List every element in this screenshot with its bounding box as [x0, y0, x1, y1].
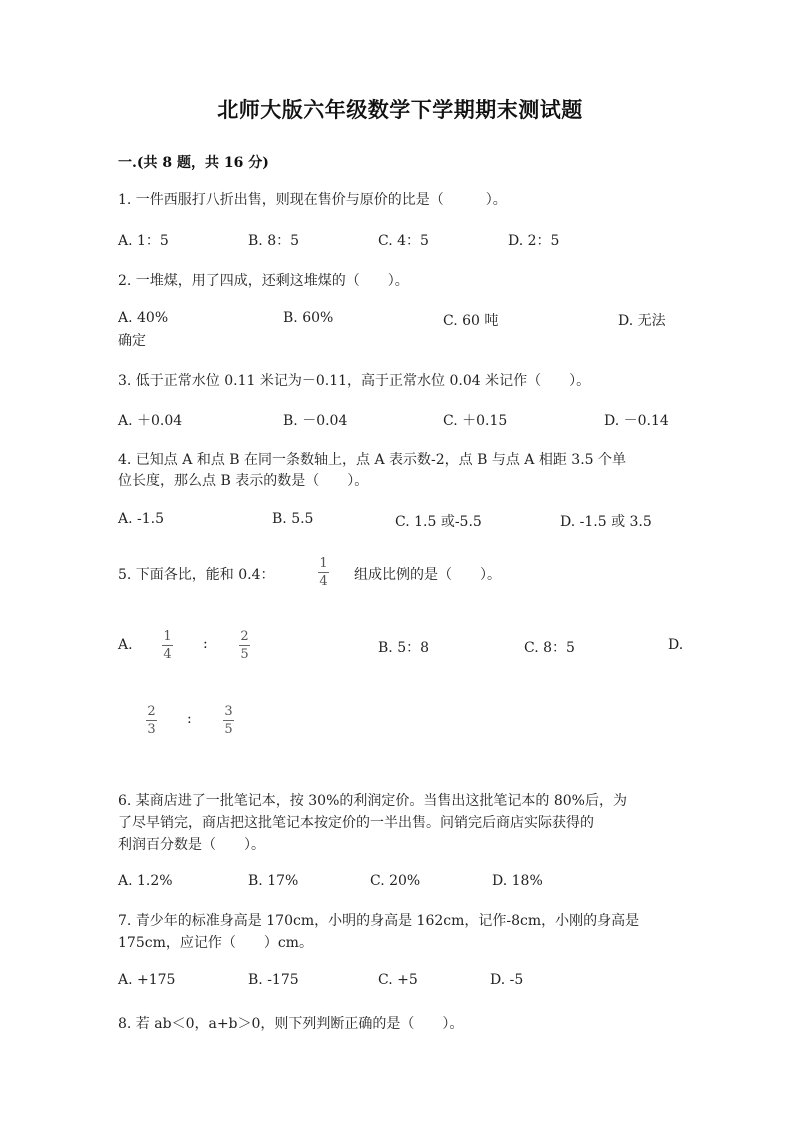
question-2-option-b: B. 60%: [283, 310, 334, 326]
section-heading: 一.(共 8 题，共 16 分): [118, 155, 269, 171]
question-5-option-d-fraction-2: [223, 704, 234, 737]
fraction-numerator: 1: [163, 629, 172, 644]
fraction-bar: [239, 645, 250, 646]
question-5-option-c: C. 8：5: [524, 640, 575, 656]
fraction-denominator: 4: [319, 574, 328, 589]
question-6-stem-line-3: 利润百分数是（ ）。: [118, 837, 265, 853]
question-4-stem-line-2: 位长度，那么点 B 表示的数是（ ）。: [118, 473, 369, 489]
question-1-option-c: C. 4：5: [378, 233, 429, 249]
question-5-option-d-fraction-1: [146, 704, 157, 737]
question-3-option-c: C. ＋0.15: [443, 413, 508, 429]
question-5-option-a-fraction-2: [239, 629, 250, 662]
fraction-numerator: 3: [224, 704, 233, 719]
question-6-stem-line-1: 6. 某商店进了一批笔记本，按 30%的利润定价。当售出这批笔记本的 80%后，为: [118, 793, 627, 809]
question-5-option-a-colon: :: [203, 636, 208, 652]
question-7-stem-line-1: 7. 青少年的标准身高是 170cm，小明的身高是 162cm，记作-8cm，小刚的身高是: [118, 913, 640, 929]
fraction-denominator: 5: [224, 722, 233, 737]
page-title: 北师大版六年级数学下学期期末测试题: [217, 97, 583, 122]
question-4-stem-line-1: 4. 已知点 A 和点 B 在同一条数轴上，点 A 表示数-2，点 B 与点 A 相距 3.5 个单: [118, 452, 627, 468]
fraction-bar: [146, 720, 157, 721]
question-1-option-a: A. 1：5: [118, 233, 169, 249]
question-5-option-d-label: D.: [668, 637, 684, 653]
fraction-denominator: 4: [163, 647, 172, 662]
question-2-option-a: A. 40%: [118, 310, 169, 326]
question-7-option-d: D. -5: [490, 972, 524, 988]
question-5-option-a-label: A.: [118, 637, 133, 653]
fraction-bar: [223, 720, 234, 721]
fraction-denominator: 3: [147, 722, 156, 737]
question-5-option-a-fraction-1: [162, 629, 173, 662]
fraction-denominator: 5: [240, 647, 249, 662]
question-8-stem: 8. 若 ab＜0，a+b＞0，则下列判断正确的是（ ）。: [118, 1016, 464, 1032]
question-6-option-b: B. 17%: [248, 873, 299, 889]
question-3-option-b: B. －0.04: [283, 413, 348, 429]
question-3-stem: 3. 低于正常水位 0.11 米记为－0.11，高于正常水位 0.04 米记作（ ）。: [118, 373, 591, 389]
fraction-bar: [318, 572, 329, 573]
question-3-option-a: A. ＋0.04: [118, 413, 183, 429]
question-7-option-c: C. +5: [378, 972, 418, 988]
question-2-option-c: C. 60 吨: [443, 313, 499, 329]
fraction-numerator: 1: [319, 556, 328, 571]
question-4-option-d: D. -1.5 或 3.5: [560, 514, 652, 530]
question-6-option-c: C. 20%: [370, 873, 421, 889]
question-4-option-c: C. 1.5 或-5.5: [395, 514, 482, 530]
question-4-option-b: B. 5.5: [272, 511, 314, 527]
question-5-stem-part-1: 5. 下面各比，能和 0.4：: [118, 567, 275, 583]
question-5-option-d-colon: :: [187, 711, 192, 727]
question-6-option-a: A. 1.2%: [118, 873, 173, 889]
question-2-option-d: D. 无法: [618, 313, 666, 329]
question-2-option-d-continued: 确定: [118, 333, 146, 349]
question-1-stem: 1. 一件西服打八折出售，则现在售价与原价的比是（ ）。: [118, 192, 507, 208]
question-6-stem-line-2: 了尽早销完，商店把这批笔记本按定价的一半出售。问销完后商店实际获得的: [118, 815, 594, 831]
question-3-option-d: D. －0.14: [604, 413, 669, 429]
question-2-stem: 2. 一堆煤，用了四成，还剩这堆煤的（ ）。: [118, 273, 409, 289]
question-7-option-b: B. -175: [248, 972, 299, 988]
question-6-option-d: D. 18%: [492, 873, 543, 889]
question-1-option-b: B. 8：5: [248, 233, 300, 249]
question-5-stem-part-2: 组成比例的是（ ）。: [354, 567, 501, 583]
question-7-stem-line-2: 175cm，应记作（ ）cm。: [118, 935, 313, 951]
question-1-option-d: D. 2：5: [508, 233, 560, 249]
question-7-option-a: A. +175: [118, 972, 176, 988]
question-4-option-a: A. -1.5: [118, 511, 165, 527]
question-5-option-b: B. 5：8: [378, 640, 430, 656]
fraction-numerator: 2: [147, 704, 156, 719]
fraction-bar: [162, 645, 173, 646]
fraction-numerator: 2: [240, 629, 249, 644]
question-5-stem-fraction: [318, 556, 329, 589]
